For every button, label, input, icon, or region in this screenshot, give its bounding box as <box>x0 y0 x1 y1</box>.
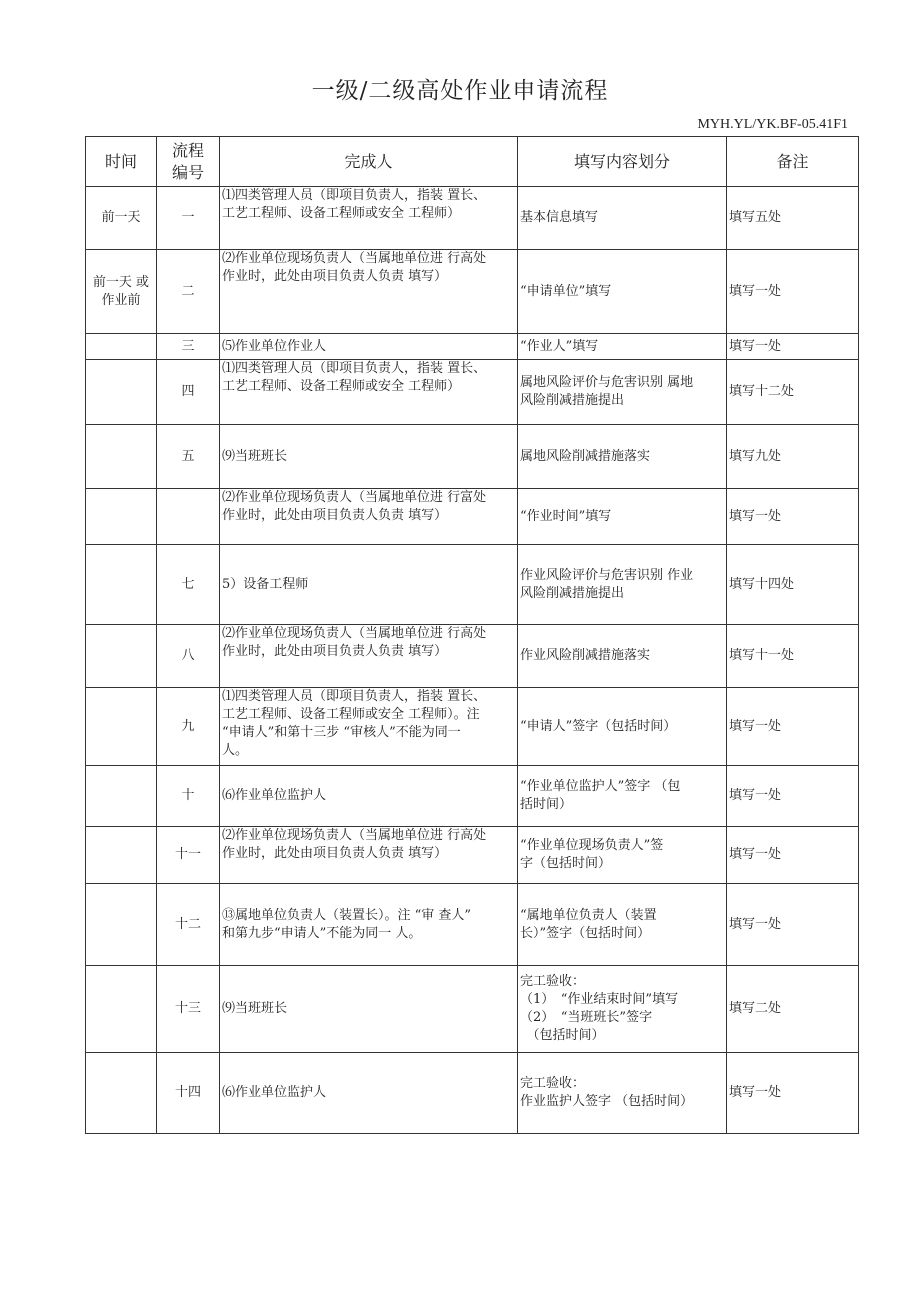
fill-line: （包括时间） <box>520 1028 605 1043</box>
cell-time <box>86 625 157 688</box>
cell-who <box>220 625 518 688</box>
who-line: ⑵作业单位现场负责人（当属地单位进 行高处 <box>222 626 487 641</box>
fill-line: “作业人”填写 <box>520 338 599 354</box>
cell-step: 三 <box>157 334 220 360</box>
page-title: 一级/二级高处作业申请流程 <box>311 78 609 104</box>
table-row <box>86 1053 859 1134</box>
cell-fill <box>518 360 727 425</box>
fill-line: 字（包括时间） <box>520 856 612 871</box>
fill-line: “作业单位监护人”签字 （包 <box>520 779 681 794</box>
fill-line: “作业时间”填写 <box>520 508 612 524</box>
table-row <box>86 884 859 966</box>
header-step <box>157 137 220 187</box>
cell-who <box>220 334 518 360</box>
time-line: 作业前 <box>101 292 141 308</box>
table-row <box>86 425 859 489</box>
who-line: ⑴四类管理人员（即项目负责人，指装 置长、 <box>222 361 487 376</box>
cell-time <box>86 966 157 1053</box>
cell-time <box>86 334 157 360</box>
who-line: 人。 <box>222 743 249 758</box>
cell-fill <box>518 688 727 766</box>
cell-who <box>220 545 518 625</box>
who-line: ⑬属地单位负责人（装置长）。注 “审 查人” <box>222 907 472 923</box>
header-row <box>86 137 859 187</box>
cell-note: 填写十二处 <box>727 360 859 425</box>
table-row <box>86 966 859 1053</box>
fill-line: “作业单位现场负责人”签 <box>520 838 664 853</box>
cell-fill <box>518 250 727 334</box>
cell-note: 填写十一处 <box>727 625 859 688</box>
cell-note: 填写二处 <box>727 966 859 1053</box>
cell-fill <box>518 1053 727 1134</box>
cell-time <box>86 766 157 827</box>
document-code: MYH.YL/YK.BF-05.41F1 <box>697 117 848 132</box>
cell-fill <box>518 884 727 966</box>
cell-note: 填写一处 <box>727 334 859 360</box>
cell-fill <box>518 545 727 625</box>
fill-line: 风险削减措施提出 <box>520 585 625 601</box>
who-line: 作业时，此处由项目负责人负责 填写） <box>222 508 448 523</box>
cell-step: 七 <box>157 545 220 625</box>
table-row <box>86 334 859 360</box>
table-row <box>86 360 859 425</box>
who-line: “申请人”和第十三步 “审核人”不能为同一 <box>222 725 461 740</box>
cell-who <box>220 688 518 766</box>
cell-fill <box>518 334 727 360</box>
cell-who <box>220 250 518 334</box>
table-row <box>86 688 859 766</box>
cell-time <box>86 545 157 625</box>
table-row <box>86 187 859 250</box>
cell-step: 十四 <box>157 1053 220 1134</box>
cell-step: 八 <box>157 625 220 688</box>
fill-line: 长）”签字（包括时间） <box>520 925 651 941</box>
who-line: 工艺工程师、设备工程师或安全 工程师） <box>222 206 461 221</box>
who-line: ⑴四类管理人员（即项目负责人，指装 置长、 <box>222 689 487 704</box>
cell-who <box>220 425 518 489</box>
cell-note: 填写一处 <box>727 827 859 884</box>
cell-who <box>220 360 518 425</box>
cell-fill <box>518 766 727 827</box>
cell-time <box>86 250 157 334</box>
cell-fill <box>518 489 727 545</box>
who-line: ⑵作业单位现场负责人（当属地单位进 行高处 <box>222 828 487 843</box>
cell-time <box>86 827 157 884</box>
cell-note: 填写一处 <box>727 250 859 334</box>
cell-fill <box>518 827 727 884</box>
table-row <box>86 625 859 688</box>
cell-step: 一 <box>157 187 220 250</box>
fill-line: （1） “作业结束时间”填写 <box>520 992 679 1007</box>
cell-fill <box>518 625 727 688</box>
time-line: 前一天 <box>101 210 141 225</box>
cell-time <box>86 1053 157 1134</box>
fill-line: 风险削减措施提出 <box>520 393 625 408</box>
cell-step: 四 <box>157 360 220 425</box>
who-line: ⑹作业单位监护人 <box>222 788 327 803</box>
fill-line: 作业风险削减措施落实 <box>520 648 651 663</box>
fill-line: 属地风险削减措施落实 <box>520 448 651 464</box>
fill-line: （2） “当班班长”签字 <box>520 1010 653 1025</box>
table-body <box>86 187 859 1134</box>
table-row <box>86 827 859 884</box>
who-line: ⑴四类管理人员（即项目负责人，指装 置长、 <box>222 188 487 203</box>
who-line: ⑵作业单位现场负责人（当属地单位进 行富处 <box>222 490 487 505</box>
header-who: 完成人 <box>220 137 518 187</box>
cell-time <box>86 360 157 425</box>
cell-step: 十 <box>157 766 220 827</box>
header-fill: 填写内容划分 <box>518 137 727 187</box>
cell-step <box>157 489 220 545</box>
header-time: 时间 <box>86 137 157 187</box>
table-row <box>86 766 859 827</box>
fill-line: 作业风险评价与危害识别 作业 <box>520 567 694 583</box>
time-line: 前一天 或 <box>92 274 150 290</box>
who-line: 作业时，此处由项目负责人负责 填写） <box>222 644 448 659</box>
cell-fill <box>518 425 727 489</box>
fill-line: “申请人”签字（包括时间） <box>520 718 677 734</box>
who-line: ⑹作业单位监护人 <box>222 1085 327 1100</box>
header-note: 备注 <box>727 137 859 187</box>
cell-step: 十三 <box>157 966 220 1053</box>
who-line: ⑵作业单位现场负责人（当属地单位进 行高处 <box>222 251 487 266</box>
fill-line: 括时间） <box>520 797 573 812</box>
cell-note: 填写九处 <box>727 425 859 489</box>
cell-time <box>86 425 157 489</box>
who-line: 5）设备工程师 <box>222 576 309 592</box>
cell-fill <box>518 966 727 1053</box>
cell-step: 十二 <box>157 884 220 966</box>
table-row <box>86 489 859 545</box>
cell-who <box>220 187 518 250</box>
cell-who <box>220 966 518 1053</box>
who-line: 作业时，此处由项目负责人负责 填写） <box>222 846 448 861</box>
who-line: 工艺工程师、设备工程师或安全 工程师）。注 <box>222 707 480 722</box>
cell-fill <box>518 187 727 250</box>
cell-note: 填写一处 <box>727 766 859 827</box>
who-line: ⑼当班班长 <box>222 448 288 464</box>
cell-step: 五 <box>157 425 220 489</box>
cell-time <box>86 884 157 966</box>
cell-time <box>86 187 157 250</box>
fill-line: 属地风险评价与危害识别 属地 <box>520 375 694 390</box>
header-step-line-2: 编号 <box>171 162 204 182</box>
cell-step: 九 <box>157 688 220 766</box>
table-row <box>86 250 859 334</box>
cell-who <box>220 489 518 545</box>
who-line: ⑸作业单位作业人 <box>222 338 327 354</box>
cell-note: 填写五处 <box>727 187 859 250</box>
cell-note: 填写十四处 <box>727 545 859 625</box>
who-line: ⑼当班班长 <box>222 1001 288 1016</box>
header-step-line-1: 流程 <box>171 140 204 160</box>
cell-note: 填写一处 <box>727 489 859 545</box>
fill-line: 基本信息填写 <box>520 210 599 225</box>
cell-who <box>220 766 518 827</box>
fill-line: 完工验收： <box>520 1076 586 1091</box>
cell-step: 二 <box>157 250 220 334</box>
who-line: 作业时，此处由项目负责人负责 填写） <box>222 269 448 284</box>
cell-time <box>86 489 157 545</box>
fill-line: 完工验收： <box>520 974 586 989</box>
fill-line: “属地单位负责人（装置 <box>520 907 657 923</box>
cell-time <box>86 688 157 766</box>
fill-line: 作业监护人签字 （包括时间） <box>520 1094 694 1109</box>
fill-line: “申请单位”填写 <box>520 283 612 299</box>
cell-step: 十一 <box>157 827 220 884</box>
who-line: 工艺工程师、设备工程师或安全 工程师） <box>222 379 461 394</box>
cell-note: 填写一处 <box>727 688 859 766</box>
cell-who <box>220 1053 518 1134</box>
cell-note: 填写一处 <box>727 1053 859 1134</box>
flow-table <box>85 136 859 1134</box>
cell-who <box>220 827 518 884</box>
cell-note: 填写一处 <box>727 884 859 966</box>
table-row <box>86 545 859 625</box>
cell-who <box>220 884 518 966</box>
who-line: 和第九步“申请人”不能为同一 人。 <box>222 925 422 941</box>
